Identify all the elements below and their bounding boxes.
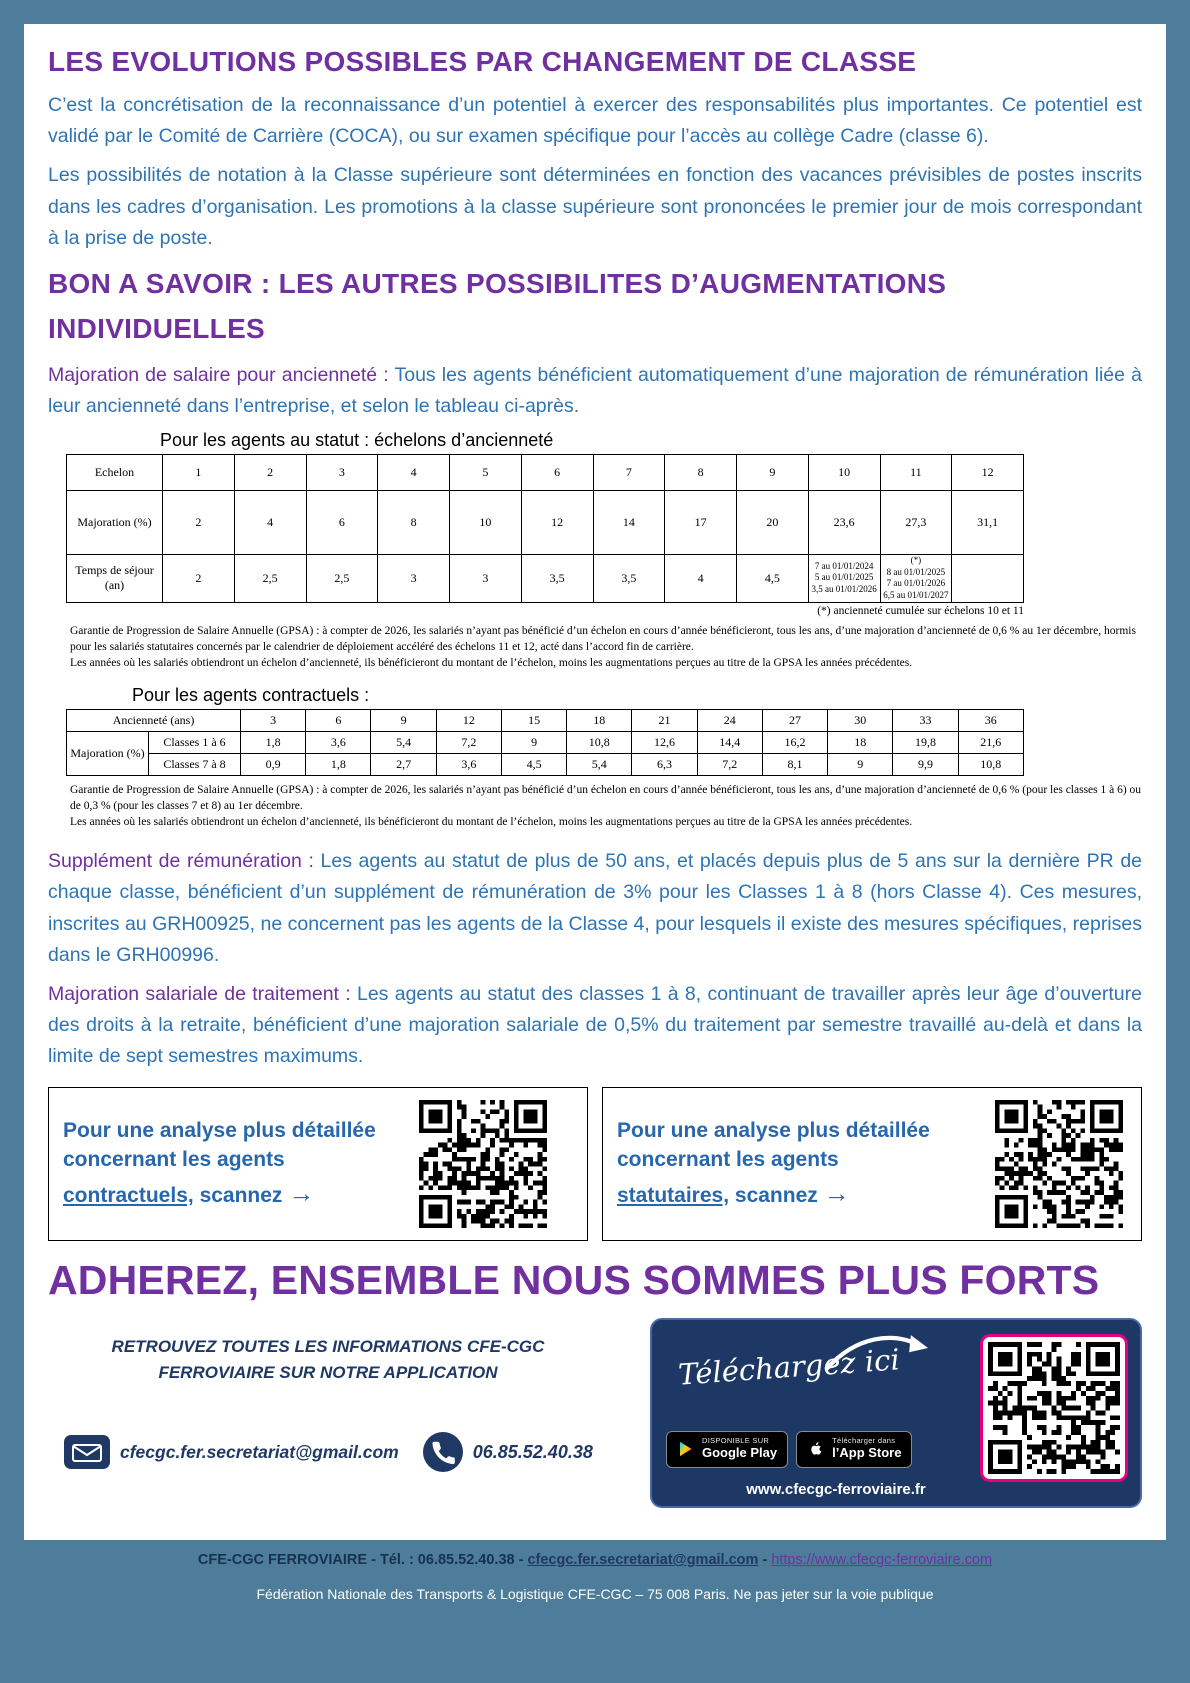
- table-cell: 6: [306, 490, 378, 554]
- anciennete-lead: Majoration de salaire pour ancienneté :: [48, 363, 389, 386]
- table-row: [67, 554, 1024, 602]
- qr-box-contractuels: [48, 1087, 588, 1241]
- adherez-title: ADHEREZ, ENSEMBLE NOUS SOMMES PLUS FORTS: [48, 1256, 1100, 1303]
- table-cell: 12,6: [632, 731, 697, 753]
- retrouvez-heading: RETROUVEZ TOUTES LES INFORMATIONS CFE-CGC FERROVIAIRE SUR NOTRE APPLICATION: [111, 1336, 545, 1382]
- table-cell: 21,6: [958, 731, 1023, 753]
- table-cell: 4,5: [501, 753, 566, 775]
- table-cell: 4: [234, 490, 306, 554]
- table-cell: 7: [593, 454, 665, 490]
- table-cell: 30: [828, 709, 893, 731]
- table-cell: 19,8: [893, 731, 958, 753]
- table-cell: 3: [241, 709, 306, 731]
- table-cell: 2: [234, 454, 306, 490]
- table-cell: Ancienneté (ans): [67, 709, 241, 731]
- intro-paragraph-2: Les possibilités de notation à la Classe supérieure sont déterminées en fonction des vacances prévisibles de postes inscrits dans les cadres d’organisation. Les promotions à la classe supérieure sont prononcées le premier jour de mois correspondant à la prise de poste.: [48, 164, 1142, 249]
- arrow-right-icon: →: [823, 1177, 850, 1208]
- table-cell: 16,2: [762, 731, 827, 753]
- table-cell: 10,8: [567, 731, 632, 753]
- table-cell: 5,4: [567, 753, 632, 775]
- page-title: LES EVOLUTIONS POSSIBLES PAR CHANGEMENT DE CLASSE: [48, 46, 917, 77]
- anciennete-paragraph: [48, 360, 1142, 422]
- footer-email-link[interactable]: cfecgc.fer.secretariat@gmail.com: [527, 1552, 759, 1568]
- table-cell: Classes 7 à 8: [149, 753, 241, 775]
- table-cell: 6: [306, 709, 371, 731]
- table-cell: 1,8: [306, 753, 371, 775]
- supplement-text: Les agents au statut de plus de 50 ans, et placés depuis plus de 5 ans sur la dernière PR de chaque classe, bénéficient d’un supplément de rémunération de 3% pour les Classes 1 à 8 (hors Classe 4). Ces mesures, inscrites au GRH00925, ne concernent pas les agents de la Classe 4, pour lesquels il existe des mesures spécifiques, reprises dans le GRH00996.: [48, 850, 1143, 966]
- footer: [0, 1552, 1190, 1602]
- traitement-lead: Majoration salariale de traitement :: [48, 982, 351, 1005]
- table-statut: [66, 454, 1024, 603]
- envelope-icon: [64, 1435, 110, 1469]
- apple-icon: [807, 1439, 825, 1459]
- table-cell: 10: [450, 490, 522, 554]
- table-cell: 24: [697, 709, 762, 731]
- table-cell: 9: [737, 454, 809, 490]
- table-cell: 15: [501, 709, 566, 731]
- table-cell: Temps de séjour (an): [67, 554, 163, 602]
- qr-box-text-underlined: statutaires,: [617, 1183, 730, 1207]
- gpsa-note-contractuels-1: Garantie de Progression de Salaire Annuelle (GPSA) : à compter de 2026, les salariés n’ayant pas bénéficié d’un échelon en cours d’année bénéficieront, tous les ans, d’une majoration d’ancienneté de 0,6 % (pour les classes 1 à 6) ou de 0,3 % (pour les classes 7 et 8) au 1er décembre.: [70, 783, 1142, 813]
- table-cell: 3,6: [306, 731, 371, 753]
- table-cell: 3: [306, 454, 378, 490]
- badge-small-text: Télécharger dans: [832, 1436, 896, 1446]
- table-cell: 6: [521, 454, 593, 490]
- traitement-paragraph: [48, 979, 1142, 1073]
- table-cell: 10: [808, 454, 880, 490]
- table-cell: 27: [762, 709, 827, 731]
- contact-email[interactable]: cfecgc.fer.secretariat@gmail.com: [120, 1441, 399, 1462]
- table-cell: 7,2: [697, 753, 762, 775]
- page: [24, 24, 1166, 1540]
- table-cell: 18: [828, 731, 893, 753]
- badge-small-text: DISPONIBLE SUR: [702, 1436, 770, 1446]
- table-cell: 6,3: [632, 753, 697, 775]
- gpsa-note-contractuels-2: Les années où les salariés obtiendront un échelon d’ancienneté, ils bénéficieront du montant de l’échelon, moins les augmentations perçues au titre de la GPSA les années précédentes.: [70, 816, 913, 829]
- table-cell: 3: [450, 554, 522, 602]
- table-cell: 14: [593, 490, 665, 554]
- table-cell: 11: [880, 454, 952, 490]
- table-cell: 3,5: [521, 554, 593, 602]
- qr-box-text-underlined: contractuels,: [63, 1183, 194, 1207]
- table-cell: 4: [378, 454, 450, 490]
- table-cell: 12: [952, 454, 1024, 490]
- table-cell: 2,5: [234, 554, 306, 602]
- table-cell: [952, 554, 1024, 602]
- table-row: [67, 731, 1024, 753]
- gpsa-note-statut: [70, 623, 1150, 671]
- subtitle-bon-a-savoir: BON A SAVOIR : LES AUTRES POSSIBILITES D’AUGMENTATIONS INDIVIDUELLES: [48, 267, 947, 344]
- table-cell: 10,8: [958, 753, 1023, 775]
- table-cell: 18: [567, 709, 632, 731]
- gpsa-note-statut-1: Garantie de Progression de Salaire Annuelle (GPSA) : à compter de 2026, les salariés n’ayant pas bénéficié d’un échelon en cours d’année bénéficieront, tous les ans, d’une majoration d’ancienneté de 0,6 % au 1er décembre, hormis pour les salariés statutaires concernés par le calendrier de déploiement accéléré des échelons 11 et 12, acté dans l’accord fin de carrière.: [70, 624, 1136, 653]
- table-cell: 8: [378, 490, 450, 554]
- table-cell: 31,1: [952, 490, 1024, 554]
- table-cell: 27,3: [880, 490, 952, 554]
- table-cell: 2: [163, 490, 235, 554]
- table-cell: 9: [828, 753, 893, 775]
- intro-paragraph-1: C’est la concrétisation de la reconnaissance d’un potentiel à exercer des responsabilités plus importantes. Ce potentiel est validé par le Comité de Carrière (COCA), ou sur examen spécifique pour l’accès au collège Cadre (classe 6).: [48, 94, 1142, 148]
- anciennete-text: Tous les agents bénéficient automatiquement d’une majoration de rémunération liée à leur ancienneté dans l’entreprise, et selon le tableau ci-après.: [48, 363, 1142, 417]
- table-cell: 7,2: [436, 731, 501, 753]
- arrow-right-icon: →: [288, 1177, 315, 1208]
- download-box: [650, 1318, 1142, 1508]
- footer-org-text: CFE-CGC FERROVIAIRE - Tél. : 06.85.52.40.38 -: [197, 1552, 528, 1568]
- badge-big-text: Google Play: [702, 1444, 778, 1460]
- table-cell: 23,6: [808, 490, 880, 554]
- table-contractuels-caption: Pour les agents contractuels :: [132, 684, 370, 705]
- bottom-row: [48, 1318, 1142, 1508]
- table-cell: 9,9: [893, 753, 958, 775]
- footer-url-link[interactable]: https://www.cfecgc-ferroviaire.com: [771, 1552, 993, 1568]
- table-cell: Majoration (%): [67, 490, 163, 554]
- table-cell: 3,6: [436, 753, 501, 775]
- table-cell: 1: [163, 454, 235, 490]
- table-cell: Majoration (%): [67, 731, 149, 775]
- table-cell: 36: [958, 709, 1023, 731]
- badge-big-text: l’App Store: [832, 1444, 902, 1460]
- table-cell: 4: [665, 554, 737, 602]
- table-row: [67, 454, 1024, 490]
- table-cell: 4,5: [737, 554, 809, 602]
- qr-box-text-before: Pour une analyse plus détaillée concernant les agents: [63, 1118, 376, 1172]
- table-statut-footnote: (*) ancienneté cumulée sur échelons 10 et 11: [817, 604, 1024, 617]
- table-cell: 5: [450, 454, 522, 490]
- footer-address-line: Fédération Nationale des Transports & Logistique CFE-CGC – 75 008 Paris. Ne pas jeter sur la voie publique: [256, 1586, 934, 1602]
- table-cell: 12: [521, 490, 593, 554]
- qr-box-contractuels-text: [63, 1116, 393, 1211]
- table-cell: Classes 1 à 6: [149, 731, 241, 753]
- table-cell: 8: [665, 454, 737, 490]
- google-play-badge[interactable]: [666, 1431, 788, 1468]
- curved-arrow-icon: [820, 1324, 940, 1375]
- qr-code-statutaires: [995, 1100, 1123, 1228]
- table-cell: 2,5: [306, 554, 378, 602]
- table-row: [67, 753, 1024, 775]
- table-cell: 2: [163, 554, 235, 602]
- table-cell: 20: [737, 490, 809, 554]
- table-cell: 12: [436, 709, 501, 731]
- table-statut-caption: Pour les agents au statut : échelons d’ancienneté: [160, 429, 554, 450]
- contact-icons-row: [48, 1432, 608, 1472]
- table-cell: 33: [893, 709, 958, 731]
- table-cell: 9: [371, 709, 436, 731]
- table-cell: 3,5: [593, 554, 665, 602]
- app-store-badge[interactable]: [796, 1431, 912, 1468]
- table-cell: 0,9: [241, 753, 306, 775]
- qr-box-text-after: scannez: [734, 1183, 818, 1207]
- table-cell: 3: [378, 554, 450, 602]
- traitement-text: Les agents au statut des classes 1 à 8, continuant de travailler après leur âge d’ouverture des droits à la retraite, bénéficient d’une majoration salariale de 0,5% du traitement par semestre travaillé au-delà et dans la limite de sept semestres maximums.: [48, 982, 1142, 1068]
- phone-icon: [423, 1432, 463, 1472]
- qr-box-statutaires-text: [617, 1116, 947, 1211]
- download-url: www.cfecgc-ferroviaire.fr: [746, 1480, 926, 1498]
- gpsa-note-statut-2: Les années où les salariés obtiendront un échelon d’ancienneté, ils bénéficieront du montant de l’échelon, moins les augmentations perçues au titre de la GPSA les années précédentes.: [70, 656, 913, 669]
- qr-code-app: [980, 1334, 1128, 1482]
- table-contractuels: [66, 709, 1024, 776]
- table-cell: 7 au 01/01/2024 5 au 01/01/2025 3,5 au 01/01/2026: [808, 554, 880, 602]
- qr-box-statutaires: [602, 1087, 1142, 1241]
- table-cell: 8,1: [762, 753, 827, 775]
- table-cell: 17: [665, 490, 737, 554]
- footer-separator: -: [758, 1552, 772, 1568]
- footer-line-1: [0, 1552, 1190, 1568]
- table-cell: 14,4: [697, 731, 762, 753]
- table-cell: 1,8: [241, 731, 306, 753]
- google-play-icon: [677, 1439, 695, 1459]
- supplement-lead: Supplément de rémunération :: [48, 850, 314, 873]
- qr-box-text-before: Pour une analyse plus détaillée concernant les agents: [617, 1118, 930, 1172]
- table-cell: (*) 8 au 01/01/2025 7 au 01/01/2026 6,5 au 01/01/2027: [880, 554, 952, 602]
- qr-box-text-after: scannez: [199, 1183, 283, 1207]
- table-cell: Echelon: [67, 454, 163, 490]
- table-cell: 9: [501, 731, 566, 753]
- qr-boxes-row: [48, 1087, 1142, 1241]
- table-cell: 5,4: [371, 731, 436, 753]
- store-badges: [666, 1431, 912, 1468]
- gpsa-note-contractuels: [70, 782, 1150, 830]
- contact-phone: 06.85.52.40.38: [472, 1441, 593, 1462]
- contact-block: [48, 1318, 608, 1508]
- supplement-paragraph: [48, 846, 1142, 971]
- table-row: [67, 709, 1024, 731]
- qr-code-contractuels: [419, 1100, 547, 1228]
- telechargez-script-text: Téléchargez ici: [677, 1341, 901, 1392]
- table-cell: 2,7: [371, 753, 436, 775]
- table-row: [67, 490, 1024, 554]
- table-cell: 21: [632, 709, 697, 731]
